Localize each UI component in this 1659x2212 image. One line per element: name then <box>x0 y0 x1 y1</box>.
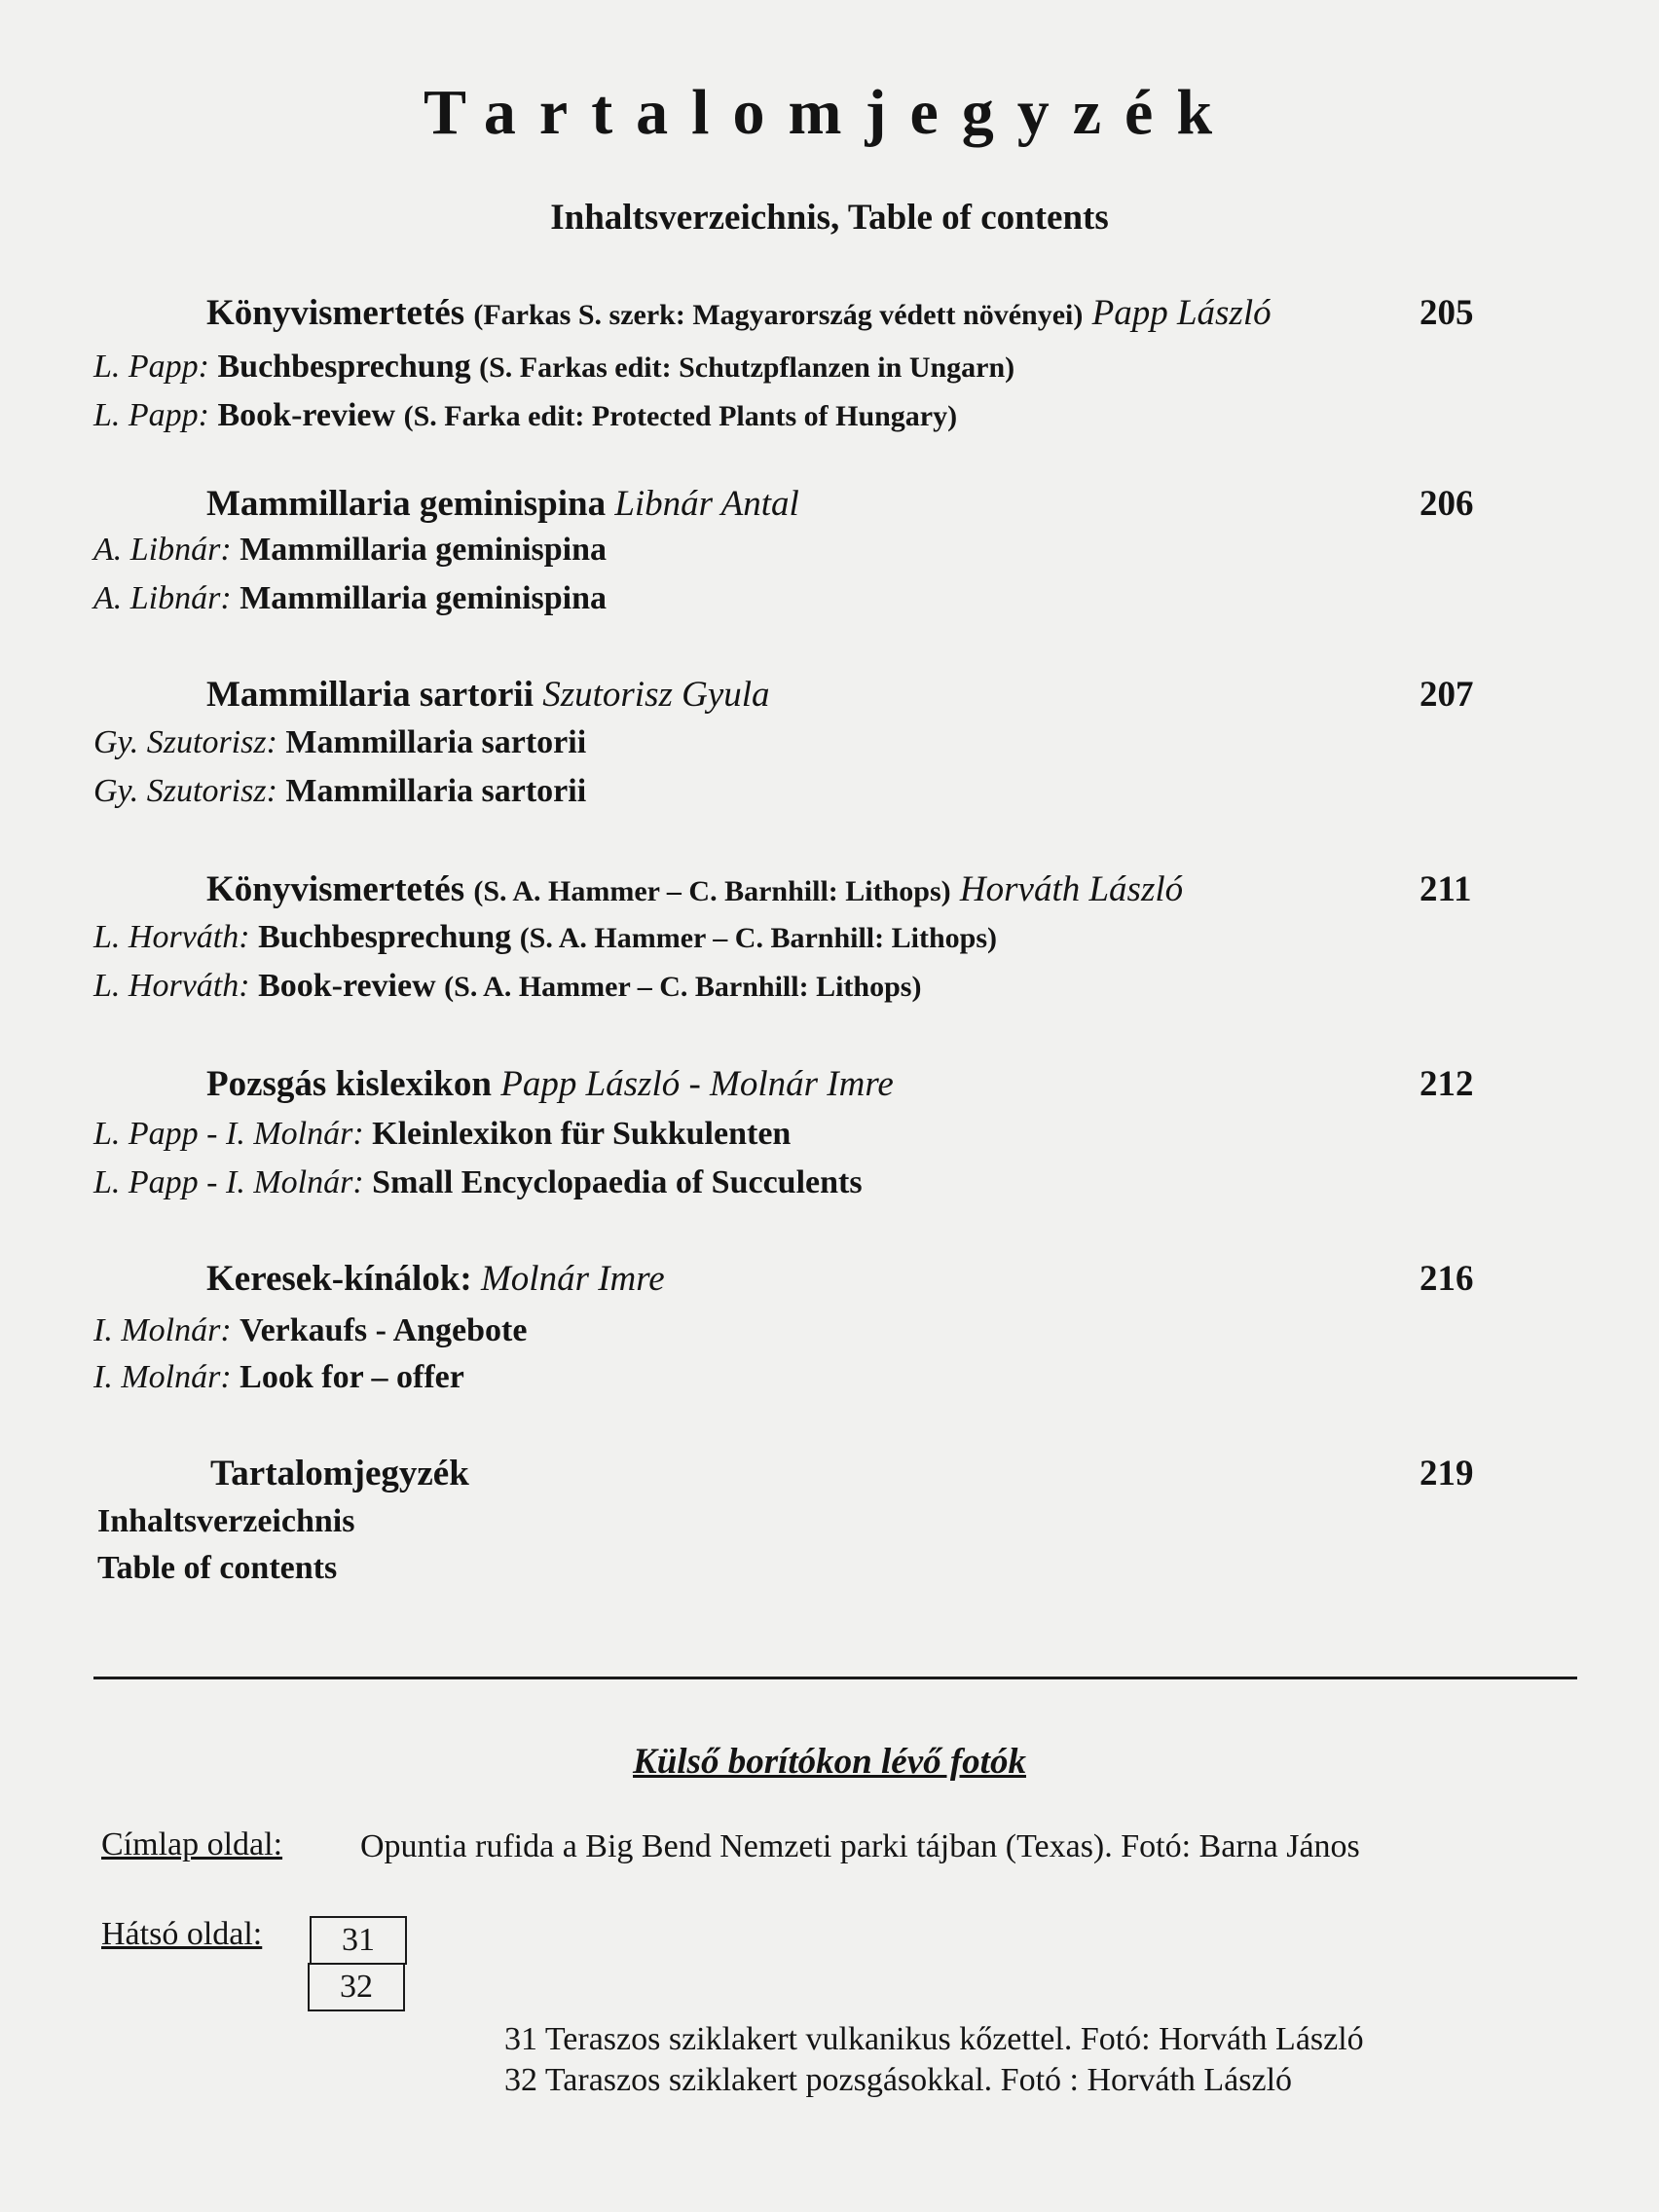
entry-title: Keresek-kínálok: <box>206 1259 472 1299</box>
translation-author: A. Libnár: <box>93 580 232 616</box>
translation-title: Small Encyclopaedia of Succulents <box>372 1164 863 1200</box>
translation-author: L. Horváth: <box>93 968 250 1004</box>
entry-title: Könyvismertetés <box>206 869 465 909</box>
entry-note: (S. A. Hammer – C. Barnhill: Lithops) <box>473 875 951 907</box>
entry-translation <box>93 1116 791 1153</box>
photo-number-box: 31 <box>310 1916 407 1965</box>
entry-author: Molnár Imre <box>480 1259 665 1299</box>
entry-page-number: 219 <box>1419 1454 1474 1493</box>
entry-translation <box>93 968 921 1005</box>
entry-title: Tartalomjegyzék <box>210 1454 469 1493</box>
translation-title: Look for – offer <box>240 1359 464 1395</box>
entry-author: Szutorisz Gyula <box>542 675 770 715</box>
front-cover-label: Címlap oldal: <box>101 1826 283 1862</box>
translation-author: L. Horváth: <box>93 919 250 955</box>
translation-title: Buchbesprechung <box>217 349 471 385</box>
translation-note: (S. Farka edit: Protected Plants of Hungary) <box>403 400 958 432</box>
translation-title: Mammillaria geminispina <box>240 532 608 568</box>
entry-page-number: 207 <box>1419 675 1474 715</box>
entry-heading <box>206 1258 665 1300</box>
entry-title: Pozsgás kislexikon <box>206 1064 492 1104</box>
entry-note: (Farkas S. szerk: Magyarország védett növényei) <box>473 299 1084 331</box>
entry-translation: Table of contents <box>97 1550 338 1586</box>
translation-title: Mammillaria sartorii <box>285 773 587 809</box>
translation-author: Gy. Szutorisz: <box>93 773 277 809</box>
translation-title: Verkaufs - Angebote <box>240 1312 528 1348</box>
translation-author: A. Libnár: <box>93 532 232 568</box>
entry-author: Papp László <box>1091 293 1272 333</box>
entry-title: Mammillaria sartorii <box>206 675 534 715</box>
entry-translation <box>93 349 1014 386</box>
translation-note: (S. A. Hammer – C. Barnhill: Lithops) <box>519 922 997 954</box>
section-divider <box>93 1677 1577 1679</box>
entry-heading <box>206 1063 894 1105</box>
translation-author: L. Papp - I. Molnár: <box>93 1164 364 1200</box>
covers-heading: Külső borítókon lévő fotók <box>633 1742 1026 1782</box>
translation-title: Book-review <box>258 968 436 1004</box>
entry-translation <box>93 724 586 761</box>
entry-author: Libnár Antal <box>614 484 799 524</box>
entry-heading <box>206 868 1183 910</box>
entry-author: Papp László - Molnár Imre <box>500 1064 894 1104</box>
translation-note: (S. A. Hammer – C. Barnhill: Lithops) <box>444 971 922 1003</box>
translation-author: I. Molnár: <box>93 1312 232 1348</box>
translation-title: Book-review <box>217 397 396 433</box>
entry-heading <box>206 674 770 716</box>
translation-title: Buchbesprechung <box>258 919 512 955</box>
entry-page-number: 205 <box>1419 293 1474 333</box>
entry-translation <box>93 397 957 434</box>
translation-author: I. Molnár: <box>93 1359 232 1395</box>
translation-title: Mammillaria sartorii <box>285 724 587 760</box>
entry-title: Könyvismertetés <box>206 293 465 333</box>
entry-translation <box>93 1164 863 1201</box>
entry-translation <box>93 1359 464 1396</box>
back-cover-caption: 31 Teraszos sziklakert vulkanikus kőzettel. Fotó: Horváth László <box>504 2021 1364 2057</box>
translation-note: (S. Farkas edit: Schutzpflanzen in Ungarn) <box>479 351 1015 384</box>
entry-translation <box>93 1312 527 1349</box>
translation-author: L. Papp - I. Molnár: <box>93 1116 364 1152</box>
translation-author: L. Papp: <box>93 397 209 433</box>
entry-title: Mammillaria geminispina <box>206 484 607 524</box>
entry-page-number: 211 <box>1419 869 1472 909</box>
entry-heading <box>206 483 799 525</box>
entry-translation <box>93 773 586 810</box>
entry-translation <box>93 919 997 956</box>
translation-title: Kleinlexikon für Sukkulenten <box>372 1116 792 1152</box>
translation-author: L. Papp: <box>93 349 209 385</box>
entry-author: Horváth László <box>959 869 1184 909</box>
front-cover-caption: Opuntia rufida a Big Bend Nemzeti parki tájban (Texas). Fotó: Barna János <box>360 1828 1360 1864</box>
translation-title: Mammillaria geminispina <box>240 580 608 616</box>
entry-page-number: 212 <box>1419 1064 1474 1104</box>
entry-heading <box>206 292 1272 334</box>
page-subtitle: Inhaltsverzeichnis, Table of contents <box>550 198 1109 238</box>
entry-translation <box>93 532 607 569</box>
translation-author: Gy. Szutorisz: <box>93 724 277 760</box>
entry-page-number: 216 <box>1419 1259 1474 1299</box>
photo-number-box: 32 <box>308 1963 405 2011</box>
back-cover-label: Hátsó oldal: <box>101 1916 263 1952</box>
page-title: Tartalomjegyzék <box>423 77 1236 148</box>
entry-translation <box>93 580 607 617</box>
back-cover-caption: 32 Taraszos sziklakert pozsgásokkal. Fotó : Horváth László <box>504 2062 1293 2098</box>
entry-page-number: 206 <box>1419 484 1474 524</box>
entry-translation: Inhaltsverzeichnis <box>97 1503 355 1539</box>
